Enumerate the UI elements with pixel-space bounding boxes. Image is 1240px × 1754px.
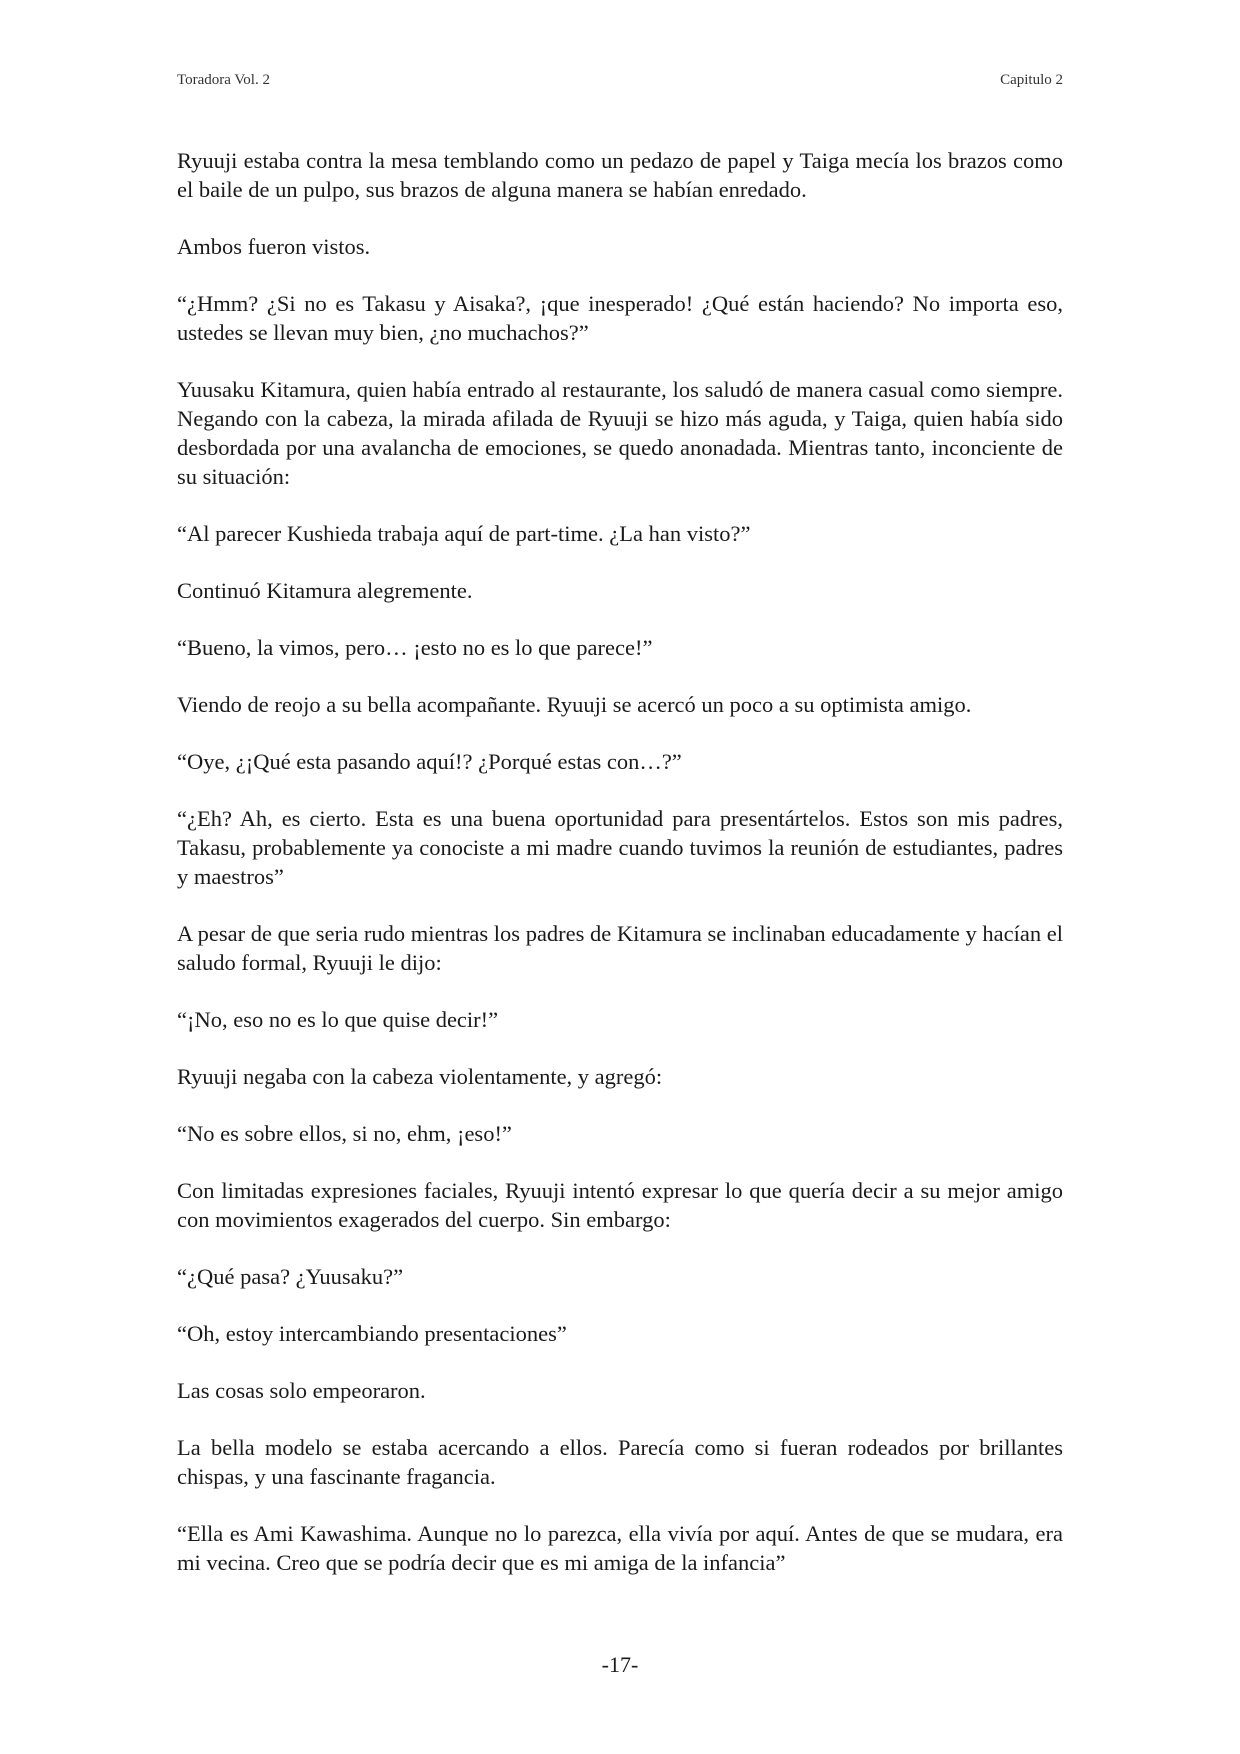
paragraph: Ambos fueron vistos. — [177, 234, 371, 259]
paragraph: “¿Eh? Ah, es cierto. Esta es una buena oportunidad para presentártelos. Estos son mis padres, Takasu, probablemente ya conociste a mi madre cuando tuvimos la reunión de estudiantes, padres y maestros” — [177, 806, 1063, 889]
paragraph: “Bueno, la vimos, pero… ¡esto no es lo que parece!” — [177, 635, 653, 660]
paragraph: “Oye, ¿¡Qué esta pasando aquí!? ¿Porqué estas con…?” — [177, 749, 682, 774]
paragraph: La bella modelo se estaba acercando a ellos. Parecía como si fueran rodeados por brillantes chispas, y una fascinante fragancia. — [177, 1435, 1063, 1489]
paragraph: Con limitadas expresiones faciales, Ryuuji intentó expresar lo que quería decir a su mejor amigo con movimientos exagerados del cuerpo. Sin embargo: — [177, 1178, 1063, 1232]
paragraph: Ryuuji estaba contra la mesa temblando como un pedazo de papel y Taiga mecía los brazos como el baile de un pulpo, sus brazos de alguna manera se habían enredado. — [177, 148, 1063, 202]
page-footer — [0, 1652, 1240, 1678]
page-number: -17- — [601, 1652, 639, 1677]
header-chapter: Capitulo 2 — [1000, 72, 1063, 88]
paragraph: “Oh, estoy intercambiando presentaciones” — [177, 1321, 567, 1346]
paragraph: Continuó Kitamura alegremente. — [177, 578, 473, 603]
paragraph: Ryuuji negaba con la cabeza violentamente, y agregó: — [177, 1064, 663, 1089]
paragraph: “Ella es Ami Kawashima. Aunque no lo parezca, ella vivía por aquí. Antes de que se mudara, era mi vecina. Creo que se podría decir que es mi amiga de la infancia” — [177, 1521, 1063, 1575]
paragraph: “¡No, eso no es lo que quise decir!” — [177, 1007, 499, 1032]
paragraph: Viendo de reojo a su bella acompañante. Ryuuji se acercó un poco a su optimista amigo. — [177, 692, 972, 717]
page-header — [177, 72, 1063, 89]
paragraph: “Al parecer Kushieda trabaja aquí de part-time. ¿La han visto?” — [177, 521, 751, 546]
paragraph: “No es sobre ellos, si no, ehm, ¡eso!” — [177, 1121, 512, 1146]
paragraph: “¿Hmm? ¿Si no es Takasu y Aisaka?, ¡que inesperado! ¿Qué están haciendo? No importa eso, ustedes se llevan muy bien, ¿no muchachos?” — [177, 291, 1063, 345]
paragraph: “¿Qué pasa? ¿Yuusaku?” — [177, 1264, 404, 1289]
page-body — [177, 146, 1063, 1605]
paragraph: Las cosas solo empeoraron. — [177, 1378, 426, 1403]
paragraph: A pesar de que seria rudo mientras los padres de Kitamura se inclinaban educadamente y hacían el saludo formal, Ryuuji le dijo: — [177, 921, 1063, 975]
header-book-title: Toradora Vol. 2 — [177, 72, 270, 88]
paragraph: Yuusaku Kitamura, quien había entrado al restaurante, los saludó de manera casual como siempre. Negando con la cabeza, la mirada afilada de Ryuuji se hizo más aguda, y Taiga, quien había sido desbordada por una avalancha de emociones, se quedo anonadada. Mientras tanto, inconciente de su situación: — [177, 377, 1063, 489]
